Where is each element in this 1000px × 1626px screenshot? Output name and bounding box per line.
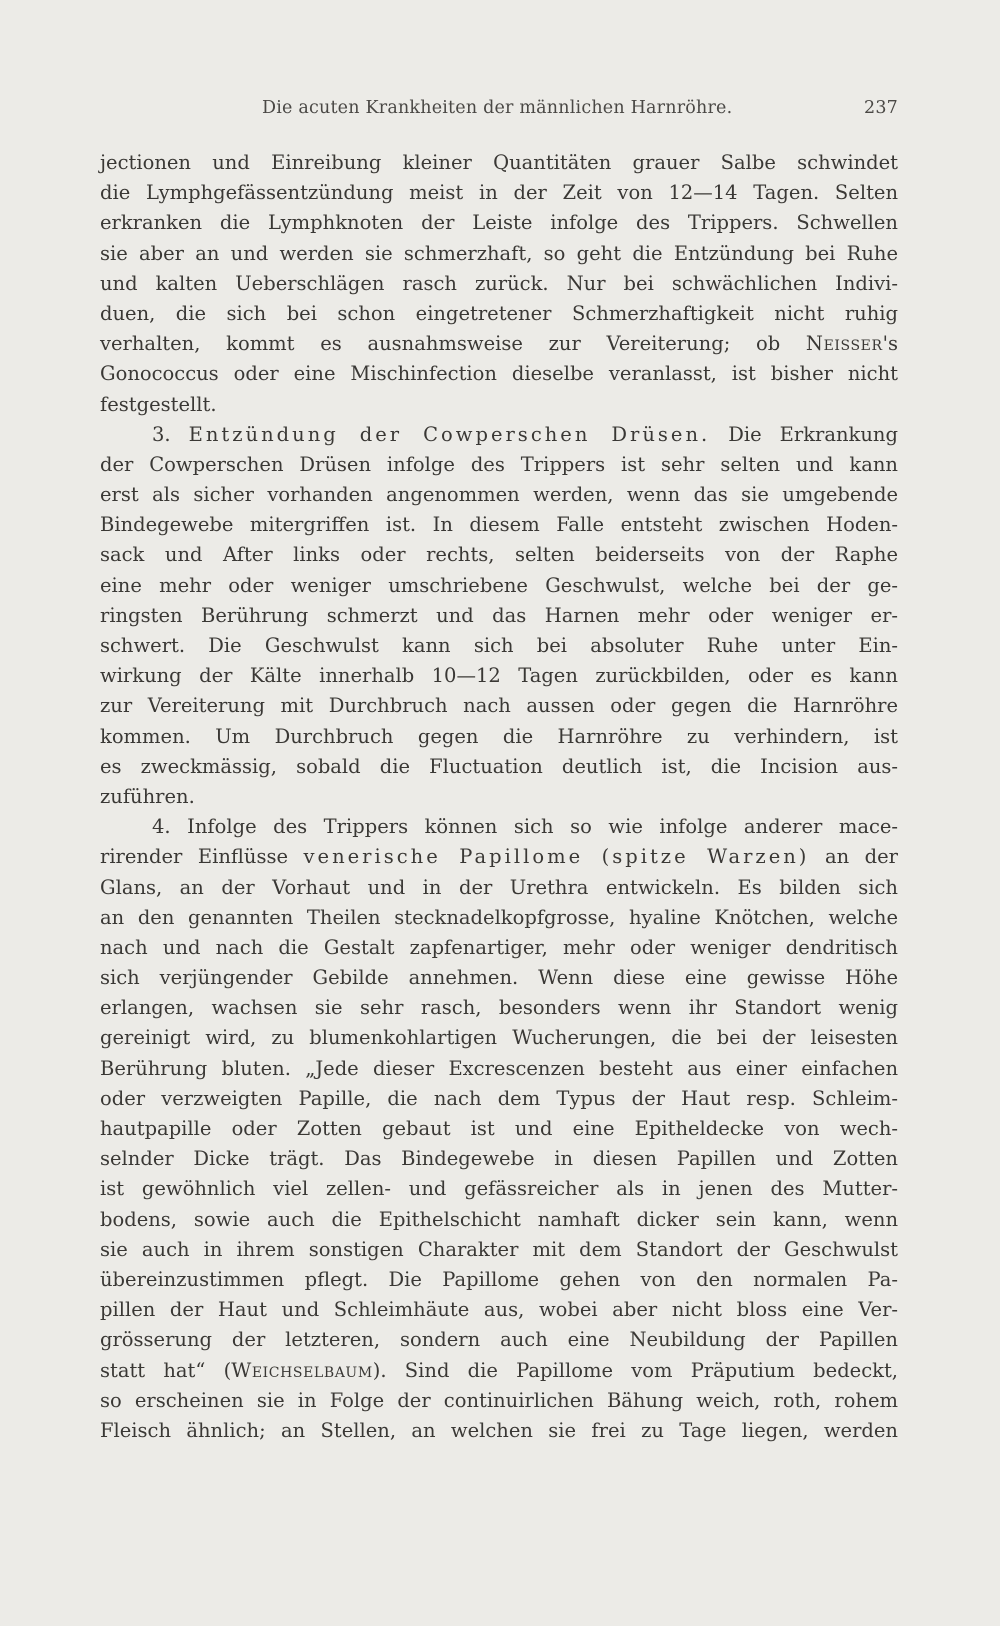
text-line [100, 540, 898, 570]
line-text: duen, die sich bei schon eingetretener Schmerzhaftigkeit nicht ruhig [100, 301, 898, 325]
line-text: sack und After links oder rechts, selten beiderseits von der Raphe [100, 543, 898, 567]
text-line [100, 1356, 898, 1386]
line-text: Bindegewebe mitergriffen ist. In diesem Falle entsteht zwischen Hoden- [100, 513, 898, 537]
line-text: pillen der Haut und Schleimhäute aus, wobei aber nicht bloss eine Ver- [100, 1298, 898, 1322]
emphasized-term: venerische Papillome (spitze Warzen) [303, 845, 810, 869]
text-line [100, 269, 898, 299]
line-text: eine mehr oder weniger umschriebene Geschwulst, welche bei der ge- [100, 573, 898, 597]
text-line [100, 903, 898, 933]
text-line [100, 601, 898, 631]
line-text: erst als sicher vorhanden angenommen werden, wenn das sie umgebende [100, 483, 898, 507]
line-text: so erscheinen sie in Folge der continuirlichen Bähung weich, roth, rohem [100, 1388, 898, 1412]
text-line [100, 752, 898, 782]
text-line [100, 390, 898, 420]
text-line [100, 239, 898, 269]
text-line [100, 1265, 898, 1295]
line-text: sie auch in ihrem sonstigen Charakter mit dem Standort der Geschwulst [100, 1237, 898, 1261]
text-line [100, 1114, 898, 1144]
text-line [100, 178, 898, 208]
text-line [100, 812, 898, 842]
text-line [100, 480, 898, 510]
line-text: oder verzweigten Papille, die nach dem Typus der Haut resp. Schleim- [100, 1086, 898, 1110]
line-text: gereinigt wird, zu blumenkohlartigen Wucherungen, die bei der leisesten [100, 1026, 898, 1050]
line-text: Die Erkrankung [710, 422, 898, 446]
line-text: verhalten, kommt es ausnahmsweise zur Vereiterung; ob [100, 332, 806, 356]
text-line [100, 631, 898, 661]
text-line [100, 1174, 898, 1204]
line-text: selnder Dicke trägt. Das Bindegewebe in diesen Papillen und Zotten [100, 1147, 898, 1171]
line-text: ist gewöhnlich viel zellen- und gefässreicher als in jenen des Mutter- [100, 1177, 898, 1201]
line-text: erkranken die Lymphknoten der Leiste infolge des Trippers. Schwellen [100, 211, 898, 235]
text-line [100, 933, 898, 963]
line-text: Fleisch ähnlich; an Stellen, an welchen sie frei zu Tage liegen, werden [100, 1418, 898, 1442]
text-line [100, 1235, 898, 1265]
text-line [100, 329, 898, 359]
text-line [100, 1205, 898, 1235]
line-text: jectionen und Einreibung kleiner Quantitäten grauer Salbe schwindet [100, 151, 898, 174]
text-line [100, 571, 898, 601]
text-line [100, 873, 898, 903]
line-text: es zweckmässig, sobald die Fluctuation deutlich ist, die Incision aus- [100, 754, 898, 778]
line-text: zur Vereiterung mit Durchbruch nach aussen oder gegen die Harnröhre [100, 694, 898, 718]
text-line [100, 1084, 898, 1114]
section-number: 3. [152, 422, 189, 446]
line-text: übereinzustimmen pflegt. Die Papillome gehen von den normalen Pa- [100, 1267, 898, 1291]
page-number: 237 [863, 98, 898, 118]
text-line [100, 359, 898, 389]
line-text: ringsten Berührung schmerzt und das Harnen mehr oder weniger er- [100, 603, 898, 627]
line-text: erlangen, wachsen sie sehr rasch, besonders wenn ihr Standort wenig [100, 996, 898, 1020]
text-line [100, 1416, 898, 1446]
line-text: wirkung der Kälte innerhalb 10—12 Tagen zurückbilden, oder es kann [100, 664, 898, 688]
text-line [100, 782, 898, 812]
line-text: der Cowperschen Drüsen infolge des Trippers ist sehr selten und kann [100, 452, 898, 476]
line-text: ). Sind die Papillome vom Präputium bedeckt, [372, 1358, 898, 1382]
text-line [100, 1386, 898, 1416]
text-line [100, 1295, 898, 1325]
section-heading: Entzündung der Cowperschen Drüsen. [188, 422, 711, 446]
body-text [100, 148, 898, 1446]
line-text: an den genannten Theilen stecknadelkopfgrosse, hyaline Knötchen, welche [100, 905, 898, 929]
line-text: Glans, an der Vorhaut und in der Urethra entwickeln. Es bilden sich [100, 875, 898, 899]
text-line [100, 1054, 898, 1084]
text-line [100, 1144, 898, 1174]
line-text: 4. Infolge des Trippers können sich so wie infolge anderer mace- [152, 815, 898, 839]
line-text: schwert. Die Geschwulst kann sich bei absoluter Ruhe unter Ein- [100, 634, 898, 657]
text-line [100, 1023, 898, 1053]
running-head [100, 98, 898, 128]
line-text: 's [882, 332, 898, 356]
line-text: Gonococcus oder eine Mischinfection dieselbe veranlasst, ist bisher nicht [100, 362, 898, 386]
author-name: Weichselbaum [231, 1358, 373, 1382]
text-line [100, 148, 898, 178]
line-text: zuführen. [100, 784, 195, 808]
text-line [100, 510, 898, 540]
text-line [100, 420, 898, 450]
text-line [100, 963, 898, 993]
text-line [100, 1325, 898, 1355]
text-line [100, 208, 898, 238]
line-text: die Lymphgefässentzündung meist in der Zeit von 12—14 Tagen. Selten [100, 181, 898, 205]
line-text: an der [809, 845, 898, 869]
line-text: kommen. Um Durchbruch gegen die Harnröhre zu verhindern, ist [100, 724, 898, 748]
line-text: statt hat“ ( [100, 1358, 232, 1382]
line-text: nach und nach die Gestalt zapfenartiger, mehr oder weniger dendritisch [100, 935, 898, 959]
text-line [100, 993, 898, 1023]
line-text: sich verjüngender Gebilde annehmen. Wenn diese eine gewisse Höhe [100, 966, 898, 990]
text-line [100, 661, 898, 691]
line-text: hautpapille oder Zotten gebaut ist und eine Epitheldecke von wech- [100, 1117, 898, 1140]
line-text: sie aber an und werden sie schmerzhaft, so geht die Entzündung bei Ruhe [100, 241, 898, 265]
text-line [100, 450, 898, 480]
line-text: festgestellt. [100, 392, 217, 416]
text-line [100, 722, 898, 752]
running-head-title: Die acuten Krankheiten der männlichen Harnröhre. [262, 98, 733, 118]
line-text: und kalten Ueberschlägen rasch zurück. Nur bei schwächlichen Indivi- [100, 271, 898, 295]
line-text: Berührung bluten. „Jede dieser Excrescenzen besteht aus einer einfachen [100, 1056, 898, 1080]
text-line [100, 691, 898, 721]
line-text: grösserung der letzteren, sondern auch eine Neubildung der Papillen [100, 1328, 898, 1352]
author-name: Neisser [805, 332, 883, 356]
line-text: rirender Einflüsse [100, 845, 304, 869]
text-line [100, 299, 898, 329]
line-text: bodens, sowie auch die Epithelschicht namhaft dicker sein kann, wenn [100, 1207, 898, 1231]
text-line [100, 842, 898, 872]
